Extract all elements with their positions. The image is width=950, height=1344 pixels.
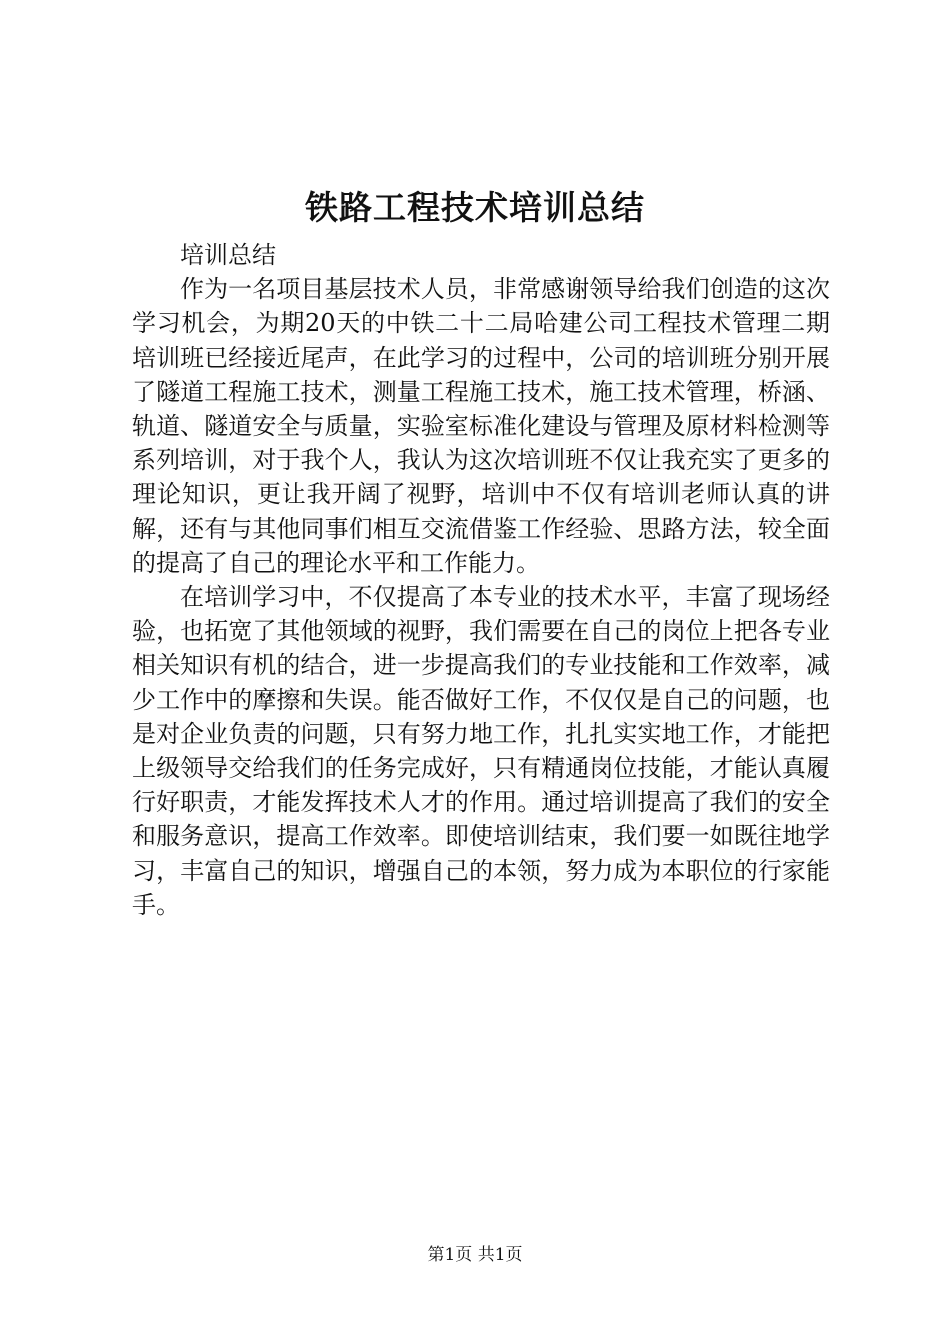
paragraph-1: 作为一名项目基层技术人员，非常感谢领导给我们创造的这次学习机会，为期20天的中铁二十二局哈建公司工程技术管理二期培训班已经接近尾声，在此学习的过程中，公司的培训班分别开展了隧道工程施工技术，测量工程施工技术，施工技术管理，桥涵、轨道、隧道安全与质量，实验室标准化建设与管理及原材料检测等系列培训，对于我个人，我认为这次培训班不仅让我充实了更多的理论知识，更让我开阔了视野，培训中不仅有培训老师认真的讲解，还有与其他同事们相互交流借鉴工作经验、思路方法，较全面的提高了自己的理论水平和工作能力。 [132,275,830,577]
paragraph-subtitle: 培训总结 [180,241,276,269]
paragraph-2: 在培训学习中，不仅提高了本专业的技术水平，丰富了现场经验，也拓宽了其他领域的视野，我们需要在自己的岗位上把各专业相关知识有机的结合，进一步提高我们的专业技能和工作效率，减少工作中的摩擦和失误。能否做好工作，不仅仅是自己的问题，也是对企业负责的问题，只有努力地工作，扎扎实实地工作，才能把上级领导交给我们的任务完成好，只有精通岗位技能，才能认真履行好职责，才能发挥技术人才的作用。通过培训提高了我们的安全和服务意识，提高工作效率。即使培训结束，我们要一如既往地学习，丰富自己的知识，增强自己的本领，努力成为本职位的行家能手。 [132,583,830,919]
document-title: 铁路工程技术培训总结 [305,188,645,227]
document-body [132,238,830,922]
page-footer: 第1页 共1页 [427,1245,523,1265]
